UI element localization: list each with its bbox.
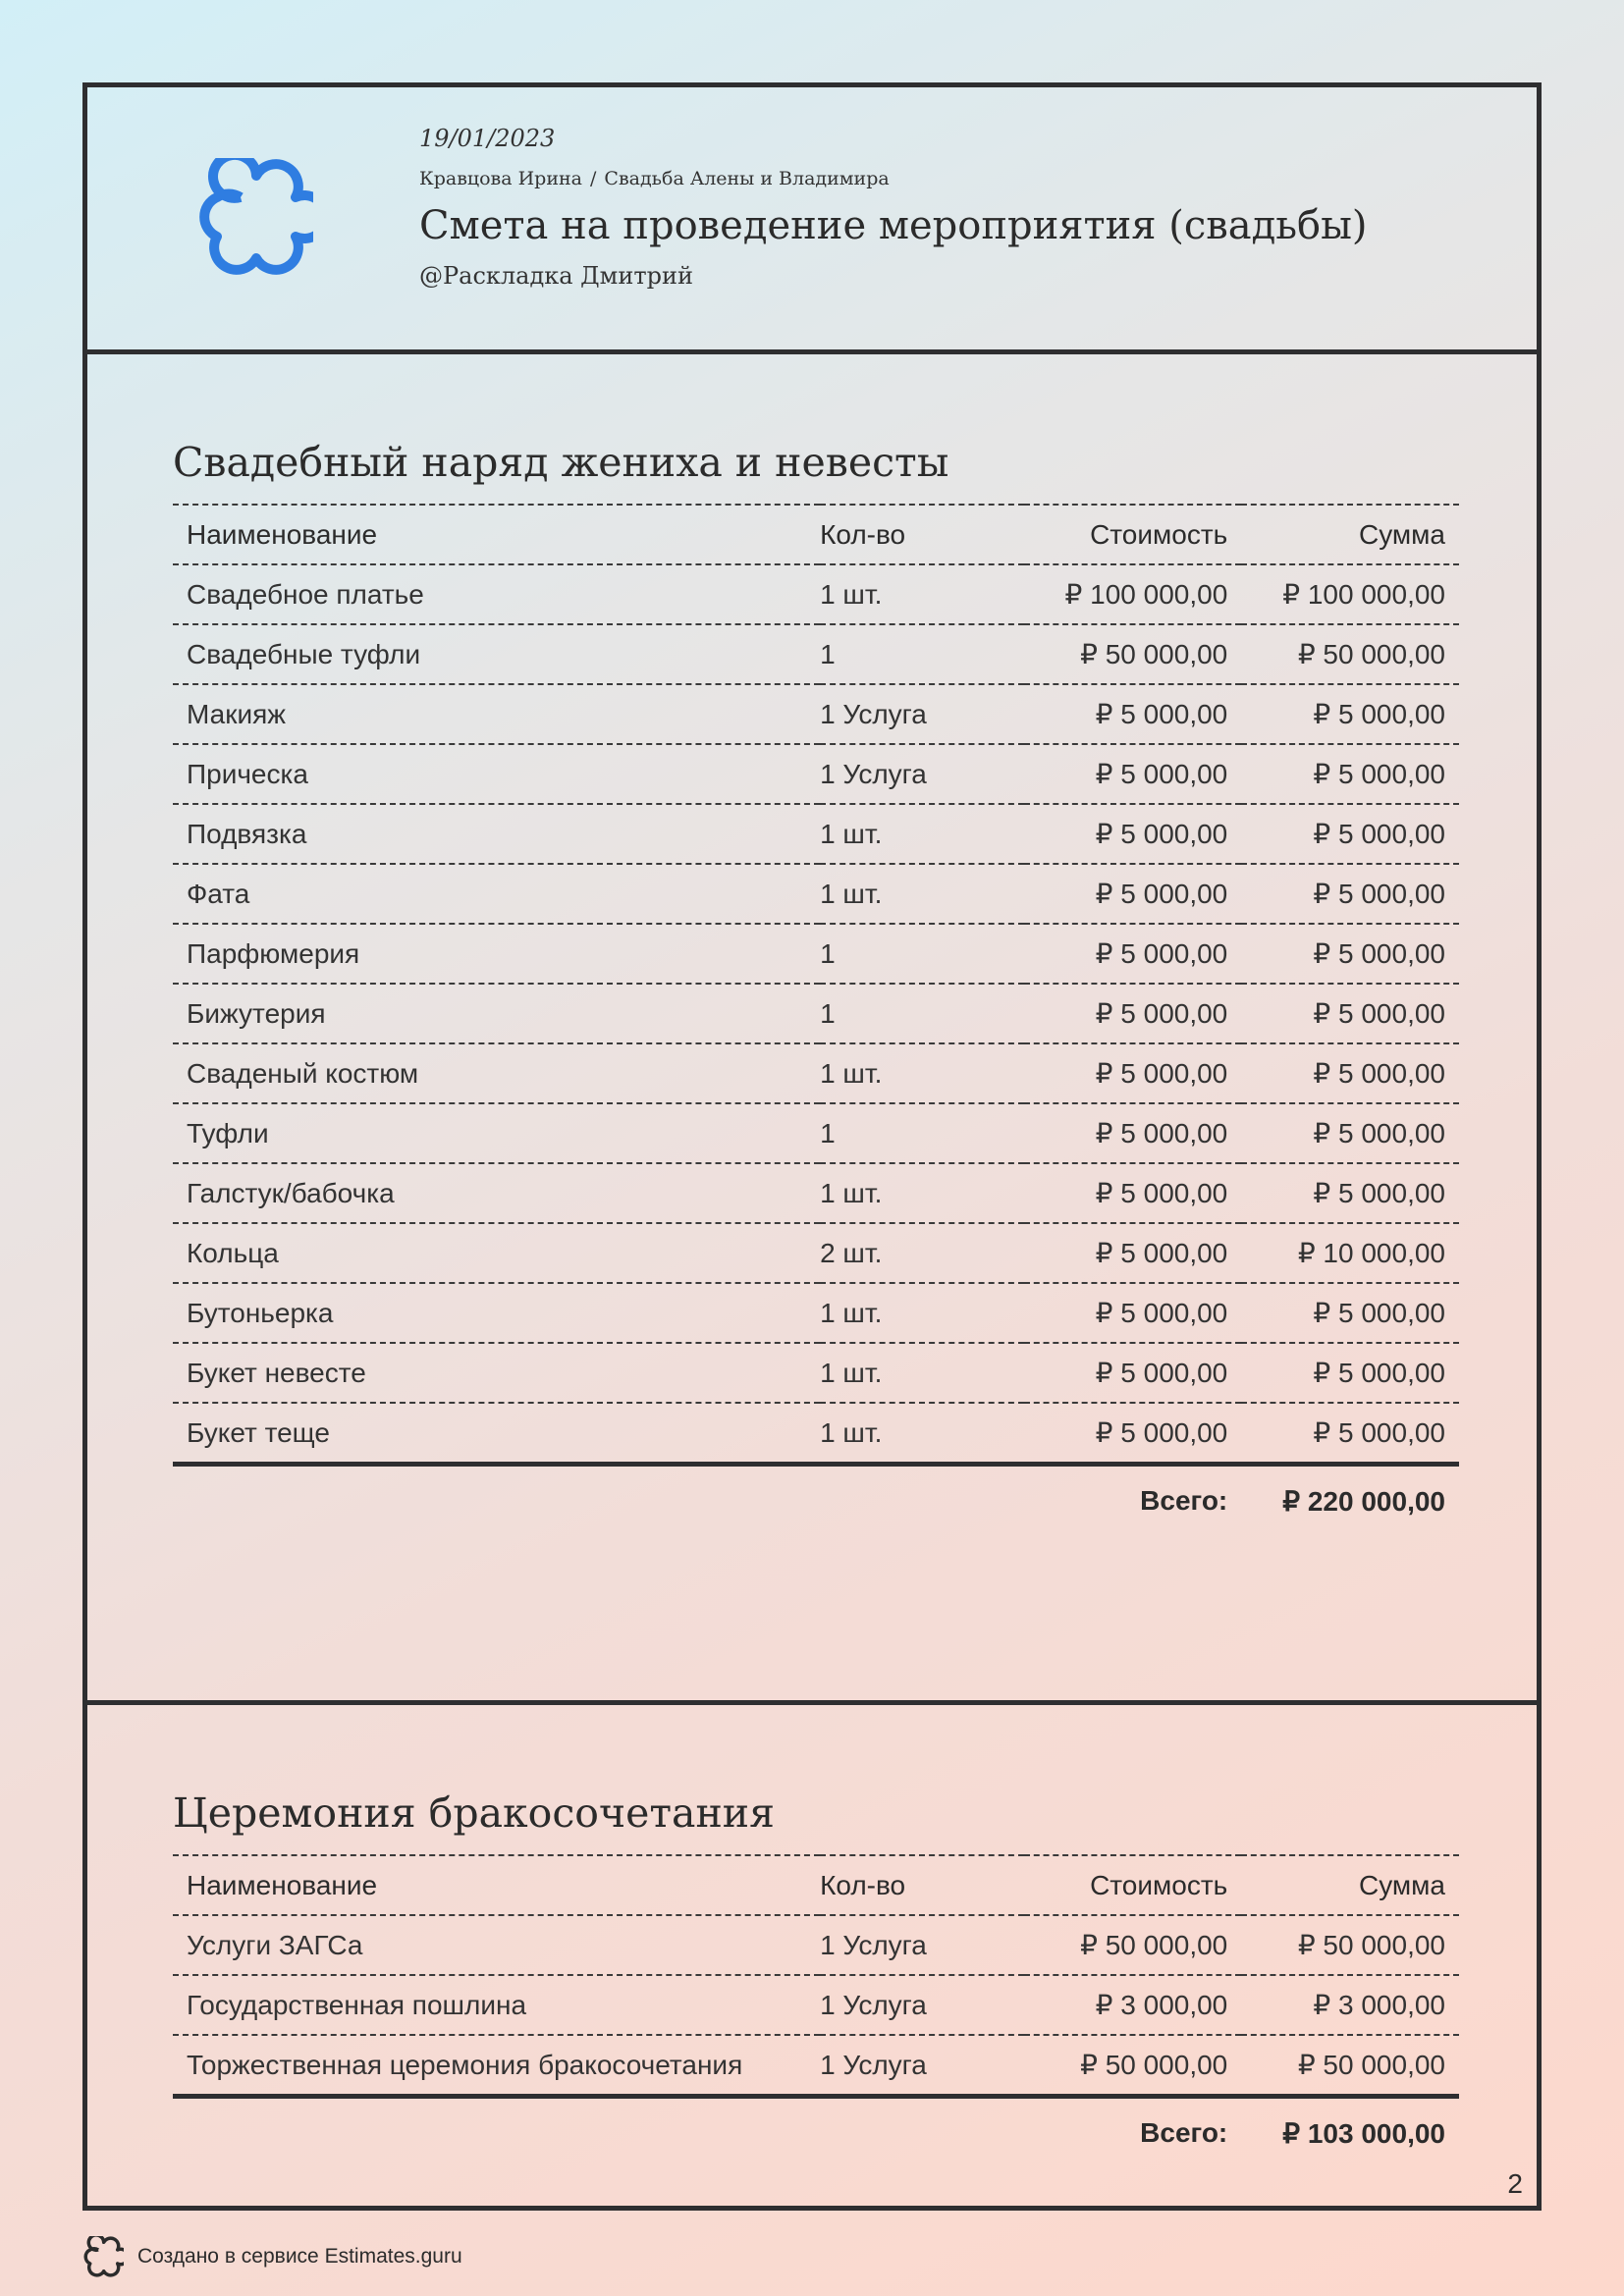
item-price: ₽ 5 000,00 [1024, 804, 1242, 864]
table-row [173, 1283, 1459, 1343]
total-value: ₽ 220 000,00 [1282, 1485, 1445, 1517]
item-price: ₽ 5 000,00 [1024, 684, 1242, 744]
item-price: ₽ 5 000,00 [1024, 1343, 1242, 1403]
item-price: ₽ 5 000,00 [1024, 1403, 1242, 1465]
total-value: ₽ 103 000,00 [1282, 2117, 1445, 2149]
table-row [173, 1403, 1459, 1465]
table-row [173, 744, 1459, 804]
item-name: Букет невесте [173, 1343, 820, 1403]
document-author: @Раскладка Дмитрий [419, 262, 693, 290]
total-label: Всего: [1140, 1485, 1228, 1516]
item-sum: ₽ 5 000,00 [1241, 684, 1459, 744]
item-name: Свадебное платье [173, 564, 820, 624]
document-date: 19/01/2023 [419, 125, 556, 152]
item-qty: 1 [820, 1103, 1023, 1163]
item-qty: 1 шт. [820, 804, 1023, 864]
item-qty: 1 шт. [820, 1403, 1023, 1465]
table-row [173, 984, 1459, 1043]
header-text-block [419, 125, 1368, 290]
table-row [173, 684, 1459, 744]
item-name: Макияж [173, 684, 820, 744]
item-sum: ₽ 5 000,00 [1241, 864, 1459, 924]
item-sum: ₽ 5 000,00 [1241, 1043, 1459, 1103]
item-qty: 1 шт. [820, 1283, 1023, 1343]
table-row [173, 1975, 1459, 2035]
item-name: Торжественная церемония бракосочетания [173, 2035, 820, 2097]
item-name: Туфли [173, 1103, 820, 1163]
estimate-table [173, 504, 1459, 1535]
table-row [173, 1343, 1459, 1403]
item-qty: 1 [820, 624, 1023, 684]
item-sum: ₽ 5 000,00 [1241, 924, 1459, 984]
item-price: ₽ 5 000,00 [1024, 1283, 1242, 1343]
item-sum: ₽ 50 000,00 [1241, 1915, 1459, 1975]
item-price: ₽ 5 000,00 [1024, 744, 1242, 804]
item-qty: 1 Услуга [820, 2035, 1023, 2097]
item-price: ₽ 5 000,00 [1024, 1223, 1242, 1283]
footer [82, 2236, 462, 2277]
item-qty: 1 Услуга [820, 1915, 1023, 1975]
section-title: Свадебный наряд жениха и невесты [173, 439, 949, 486]
table-row [173, 804, 1459, 864]
item-qty: 2 шт. [820, 1223, 1023, 1283]
column-header-price: Стоимость [1024, 505, 1242, 564]
item-price: ₽ 50 000,00 [1024, 2035, 1242, 2097]
item-sum: ₽ 100 000,00 [1241, 564, 1459, 624]
item-name: Галстук/бабочка [173, 1163, 820, 1223]
page-number: 2 [1507, 2168, 1523, 2199]
item-sum: ₽ 3 000,00 [1241, 1975, 1459, 2035]
estimates-guru-logo-icon [195, 158, 313, 276]
table-row [173, 924, 1459, 984]
total-row [173, 1465, 1459, 1536]
item-sum: ₽ 5 000,00 [1241, 1103, 1459, 1163]
item-price: ₽ 5 000,00 [1024, 1163, 1242, 1223]
table-row [173, 564, 1459, 624]
item-name: Подвязка [173, 804, 820, 864]
table-row [173, 1043, 1459, 1103]
item-sum: ₽ 50 000,00 [1241, 2035, 1459, 2097]
item-sum: ₽ 50 000,00 [1241, 624, 1459, 684]
table-row [173, 1103, 1459, 1163]
item-sum: ₽ 5 000,00 [1241, 744, 1459, 804]
breadcrumb-project[interactable]: Свадьба Алены и Владимира [604, 168, 890, 189]
item-name: Фата [173, 864, 820, 924]
column-header-name: Наименование [173, 1855, 820, 1915]
breadcrumb-separator: / [590, 168, 597, 189]
section-ceremony [87, 1705, 1537, 2206]
item-qty: 1 Услуга [820, 744, 1023, 804]
item-price: ₽ 3 000,00 [1024, 1975, 1242, 2035]
item-qty: 1 шт. [820, 564, 1023, 624]
breadcrumb [419, 168, 1368, 189]
item-sum: ₽ 5 000,00 [1241, 1403, 1459, 1465]
item-price: ₽ 5 000,00 [1024, 1043, 1242, 1103]
document-header [87, 87, 1537, 354]
estimate-page-frame [82, 82, 1542, 2211]
item-price: ₽ 5 000,00 [1024, 864, 1242, 924]
estimates-guru-logo-icon [82, 2236, 124, 2277]
estimate-table [173, 1854, 1459, 2167]
item-sum: ₽ 5 000,00 [1241, 804, 1459, 864]
item-sum: ₽ 5 000,00 [1241, 1343, 1459, 1403]
item-sum: ₽ 10 000,00 [1241, 1223, 1459, 1283]
table-header-row [173, 1855, 1459, 1915]
column-header-qty: Кол-во [820, 505, 1023, 564]
item-name: Бутоньерка [173, 1283, 820, 1343]
item-name: Государственная пошлина [173, 1975, 820, 2035]
item-price: ₽ 50 000,00 [1024, 1915, 1242, 1975]
item-sum: ₽ 5 000,00 [1241, 1283, 1459, 1343]
item-name: Букет теще [173, 1403, 820, 1465]
total-row [173, 2097, 1459, 2168]
item-name: Сваденый костюм [173, 1043, 820, 1103]
item-name: Бижутерия [173, 984, 820, 1043]
section-wedding-attire [87, 354, 1537, 1705]
item-name: Услуги ЗАГСа [173, 1915, 820, 1975]
column-header-qty: Кол-во [820, 1855, 1023, 1915]
item-price: ₽ 5 000,00 [1024, 984, 1242, 1043]
table-row [173, 1223, 1459, 1283]
item-qty: 1 шт. [820, 1343, 1023, 1403]
column-header-sum: Сумма [1241, 505, 1459, 564]
document-title: Смета на проведение мероприятия (свадьбы) [419, 203, 1368, 248]
footer-credit-link[interactable]: Создано в сервисе Estimates.guru [137, 2245, 462, 2268]
section-title: Церемония бракосочетания [173, 1789, 775, 1837]
table-header-row [173, 505, 1459, 564]
total-label: Всего: [1140, 2117, 1228, 2148]
column-header-name: Наименование [173, 505, 820, 564]
item-price: ₽ 5 000,00 [1024, 1103, 1242, 1163]
item-name: Кольца [173, 1223, 820, 1283]
item-price: ₽ 100 000,00 [1024, 564, 1242, 624]
item-sum: ₽ 5 000,00 [1241, 1163, 1459, 1223]
table-row [173, 624, 1459, 684]
item-name: Свадебные туфли [173, 624, 820, 684]
column-header-sum: Сумма [1241, 1855, 1459, 1915]
breadcrumb-client[interactable]: Кравцова Ирина [419, 168, 582, 189]
item-qty: 1 шт. [820, 1043, 1023, 1103]
item-qty: 1 Услуга [820, 1975, 1023, 2035]
table-row [173, 1915, 1459, 1975]
item-price: ₽ 5 000,00 [1024, 924, 1242, 984]
item-qty: 1 шт. [820, 864, 1023, 924]
item-qty: 1 [820, 984, 1023, 1043]
column-header-price: Стоимость [1024, 1855, 1242, 1915]
item-sum: ₽ 5 000,00 [1241, 984, 1459, 1043]
item-qty: 1 шт. [820, 1163, 1023, 1223]
table-row [173, 864, 1459, 924]
item-name: Парфюмерия [173, 924, 820, 984]
item-qty: 1 Услуга [820, 684, 1023, 744]
table-row [173, 2035, 1459, 2097]
item-qty: 1 [820, 924, 1023, 984]
table-row [173, 1163, 1459, 1223]
item-price: ₽ 50 000,00 [1024, 624, 1242, 684]
item-name: Прическа [173, 744, 820, 804]
